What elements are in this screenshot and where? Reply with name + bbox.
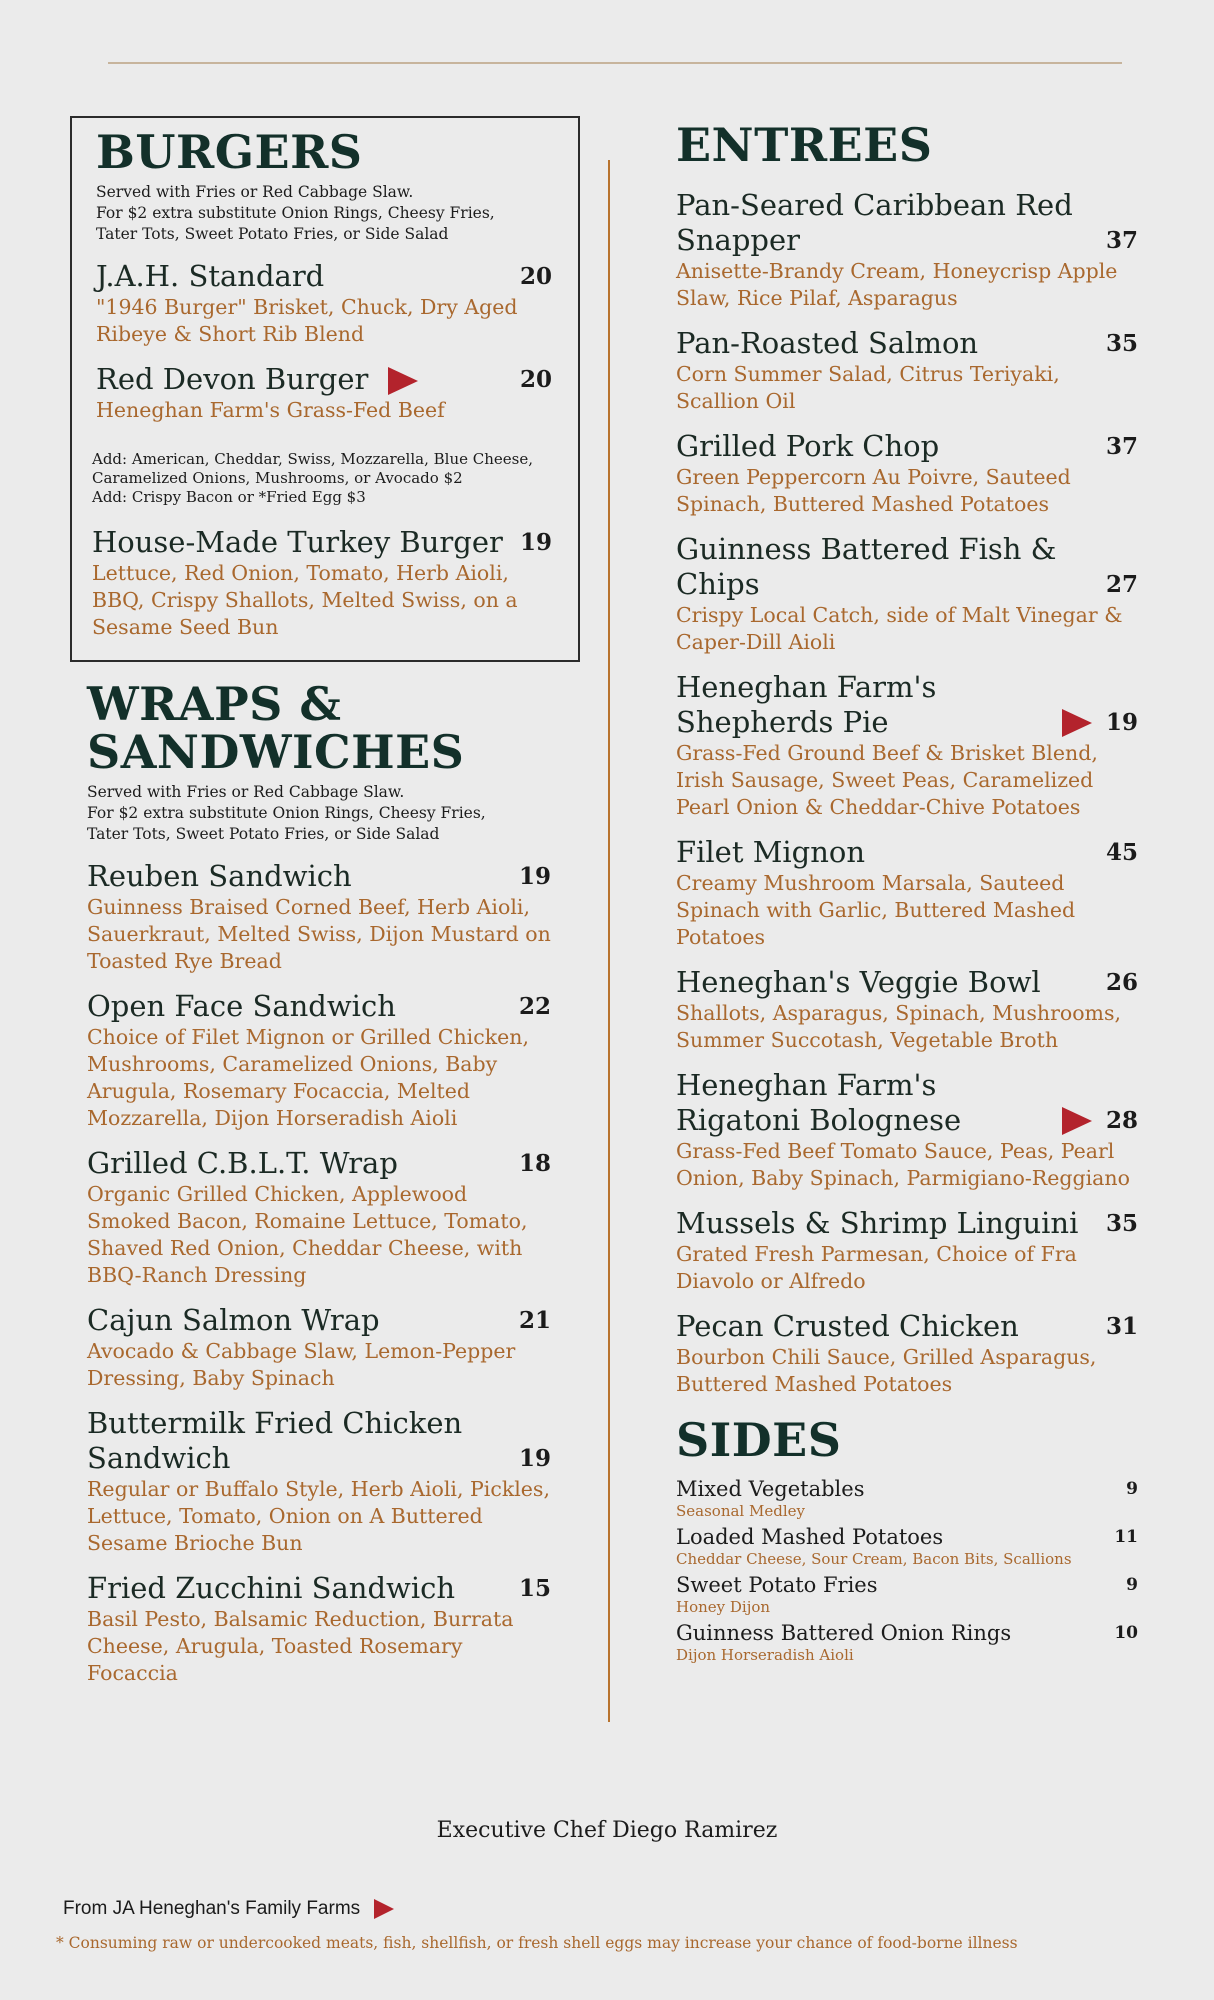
menu-item: [676, 326, 1138, 415]
item-price: 45: [1105, 839, 1138, 866]
item-price: 26: [1105, 969, 1138, 996]
item-price: 20: [519, 263, 552, 290]
side-price: 10: [1114, 1623, 1138, 1643]
item-description: Heneghan Farm's Grass-Fed Beef: [96, 398, 445, 422]
item-description: Grass-Fed Beef Tomato Sauce, Peas, Pearl Onion, Baby Spinach, Parmigiano-Reggiano: [676, 1139, 1130, 1190]
side-description: Seasonal Medley: [676, 1502, 805, 1520]
item-name: J.A.H. Standard: [96, 259, 325, 293]
item-price: 15: [518, 1575, 551, 1602]
item-description: Regular or Buffalo Style, Herb Aioli, Pickles, Lettuce, Tomato, Onion on A Buttered Sesame Brioche Bun: [87, 1477, 550, 1555]
wraps-heading: WRAPS & SANDWICHES: [87, 677, 465, 779]
menu-item: [87, 1146, 551, 1289]
item-description: Lettuce, Red Onion, Tomato, Herb Aioli, BBQ, Crispy Shallots, Melted Swiss, on a Sesame Seed Bun: [92, 561, 518, 639]
side-item: [676, 1476, 1138, 1502]
wraps-list: [87, 859, 551, 1687]
item-name: Mussels & Shrimp Linguini: [676, 1206, 1079, 1240]
item-name: House-Made Turkey Burger: [92, 525, 503, 559]
item-name: Cajun Salmon Wrap: [87, 1303, 380, 1337]
side-description: Dijon Horseradish Aioli: [676, 1646, 854, 1664]
item-description: Basil Pesto, Balsamic Reduction, Burrata Cheese, Arugula, Toasted Rosemary Focaccia: [87, 1607, 514, 1685]
item-name: Pan-Seared Caribbean Red Snapper: [676, 188, 1073, 257]
item-description: Creamy Mushroom Marsala, Sauteed Spinach with Garlic, Buttered Mashed Potatoes: [676, 871, 1076, 949]
item-description: Green Peppercorn Au Poivre, Sauteed Spinach, Buttered Mashed Potatoes: [676, 465, 1071, 516]
item-name: Pan-Roasted Salmon: [676, 326, 979, 360]
menu-item: [676, 670, 1138, 821]
wraps-note: Served with Fries or Red Cabbage Slaw. For $2 extra substitute Onion Rings, Cheesy Fries, Tater Tots, Sweet Potato Fries, or Side Salad: [87, 783, 486, 843]
side-name: Sweet Potato Fries: [676, 1573, 878, 1597]
item-price: 37: [1105, 433, 1138, 460]
item-description: Corn Summer Salad, Citrus Teriyaki, Scallion Oil: [676, 362, 1060, 413]
burgers-note: Served with Fries or Red Cabbage Slaw. For $2 extra substitute Onion Rings, Cheesy Fries, Tater Tots, Sweet Potato Fries, or Side Salad: [96, 183, 495, 243]
menu-item: [96, 259, 552, 348]
item-price: 31: [1105, 1313, 1138, 1340]
item-description: "1946 Burger" Brisket, Chuck, Dry Aged Ribeye & Short Rib Blend: [96, 295, 518, 346]
item-price: 18: [518, 1150, 551, 1177]
menu-item: [96, 362, 552, 424]
item-name: Filet Mignon: [676, 835, 866, 869]
entrees-list: [676, 188, 1138, 1398]
food-safety-disclaimer: * Consuming raw or undercooked meats, fish, shellfish, or fresh shell eggs may increase your chance of food-borne illness: [56, 1934, 1018, 1952]
item-name: Pecan Crusted Chicken: [676, 1309, 1019, 1343]
menu-item: [87, 989, 551, 1132]
item-name: Heneghan Farm's Rigatoni Bolognese: [676, 1068, 962, 1137]
side-description: Cheddar Cheese, Sour Cream, Bacon Bits, Scallions: [676, 1550, 1072, 1568]
item-name: Fried Zucchini Sandwich: [87, 1571, 456, 1605]
item-price: 19: [519, 529, 552, 556]
menu-item: [676, 1309, 1138, 1398]
menu-item: [676, 835, 1138, 951]
side-price: 9: [1126, 1479, 1138, 1499]
burgers-section: [70, 116, 580, 662]
item-description: Organic Grilled Chicken, Applewood Smoked Bacon, Romaine Lettuce, Tomato, Shaved Red Onion, Cheddar Cheese, with BBQ-Ranch Dressing: [87, 1182, 528, 1287]
item-description: Shallots, Asparagus, Spinach, Mushrooms, Summer Succotash, Vegetable Broth: [676, 1001, 1122, 1052]
menu-item: [87, 1406, 551, 1557]
burgers-heading: BURGERS: [96, 125, 363, 179]
item-name: Open Face Sandwich: [87, 989, 396, 1023]
item-name: Heneghan Farm's Shepherds Pie: [676, 670, 937, 739]
top-divider: [108, 62, 1122, 64]
item-price: 19: [518, 863, 551, 890]
item-description: Crispy Local Catch, side of Malt Vinegar & Caper-Dill Aioli: [676, 603, 1123, 654]
menu-item: [676, 1068, 1138, 1192]
side-price: 11: [1114, 1527, 1138, 1547]
item-description: Guinness Braised Corned Beef, Herb Aioli, Sauerkraut, Melted Swiss, Dijon Mustard on Toasted Rye Bread: [87, 895, 551, 973]
family-farms-note: From JA Heneghan's Family Farms: [63, 1898, 394, 1920]
item-description: Choice of Filet Mignon or Grilled Chicken, Mushrooms, Caramelized Onions, Baby Arugula, Rosemary Focaccia, Melted Mozzarella, Dijon Horseradish Aioli: [87, 1025, 529, 1130]
menu-item: [87, 1303, 551, 1392]
item-price: 22: [518, 993, 551, 1020]
burger-addons: Add: American, Cheddar, Swiss, Mozzarella, Blue Cheese, Caramelized Onions, Mushrooms, or Avocado $2 Add: Crispy Bacon or *Fried Egg $3: [92, 450, 533, 506]
sides-heading: SIDES: [676, 1413, 842, 1467]
item-price: 35: [1105, 330, 1138, 357]
item-name: Guinness Battered Fish & Chips: [676, 532, 1057, 601]
item-description: Bourbon Chili Sauce, Grilled Asparagus, Buttered Mashed Potatoes: [676, 1345, 1097, 1396]
side-item: [676, 1572, 1138, 1598]
item-name: Reuben Sandwich: [87, 859, 352, 893]
item-name: Grilled Pork Chop: [676, 429, 940, 463]
item-name: Grilled C.B.L.T. Wrap: [87, 1146, 398, 1180]
side-name: Loaded Mashed Potatoes: [676, 1525, 944, 1549]
side-price: 9: [1126, 1575, 1138, 1595]
item-name: Buttermilk Fried Chicken Sandwich: [87, 1406, 463, 1475]
menu-item: [87, 1571, 551, 1687]
menu-item: [676, 1206, 1138, 1295]
red-arrow-icon: [388, 367, 418, 395]
side-item: [676, 1620, 1138, 1646]
side-name: Guinness Battered Onion Rings: [676, 1621, 1012, 1645]
wraps-section: [87, 677, 551, 1701]
item-price: 28: [1105, 1107, 1138, 1134]
menu-item: [676, 188, 1138, 312]
menu-item: [92, 525, 552, 641]
item-price: 21: [518, 1307, 551, 1334]
item-description: Grated Fresh Parmesan, Choice of Fra Diavolo or Alfredo: [676, 1242, 1077, 1293]
item-description: Grass-Fed Ground Beef & Brisket Blend, Irish Sausage, Sweet Peas, Caramelized Pearl Onion & Cheddar-Chive Potatoes: [676, 741, 1098, 819]
side-item: [676, 1524, 1138, 1550]
entrees-section: [676, 112, 1138, 1668]
entrees-heading: ENTREES: [676, 118, 933, 172]
side-description: Honey Dijon: [676, 1598, 771, 1616]
menu-item: [676, 965, 1138, 1054]
item-price: 37: [1105, 227, 1138, 254]
red-arrow-icon: [1062, 1107, 1092, 1135]
item-description: Anisette-Brandy Cream, Honeycrisp Apple Slaw, Rice Pilaf, Asparagus: [676, 259, 1118, 310]
item-price: 27: [1105, 571, 1138, 598]
item-price: 35: [1105, 1210, 1138, 1237]
menu-item: [87, 859, 551, 975]
item-price: 19: [518, 1445, 551, 1472]
sides-list: [676, 1476, 1138, 1664]
menu-item: [676, 429, 1138, 518]
item-price: 19: [1105, 709, 1138, 736]
item-description: Avocado & Cabbage Slaw, Lemon-Pepper Dressing, Baby Spinach: [87, 1339, 516, 1390]
red-arrow-icon: [374, 1899, 394, 1919]
column-divider: [608, 160, 610, 1722]
item-name: Heneghan's Veggie Bowl: [676, 965, 1041, 999]
red-arrow-icon: [1062, 709, 1092, 737]
item-price: 20: [519, 366, 552, 393]
item-name: Red Devon Burger: [96, 362, 369, 396]
side-name: Mixed Vegetables: [676, 1477, 865, 1501]
menu-item: [676, 532, 1138, 656]
executive-chef: Executive Chef Diego Ramirez: [436, 1818, 778, 1843]
